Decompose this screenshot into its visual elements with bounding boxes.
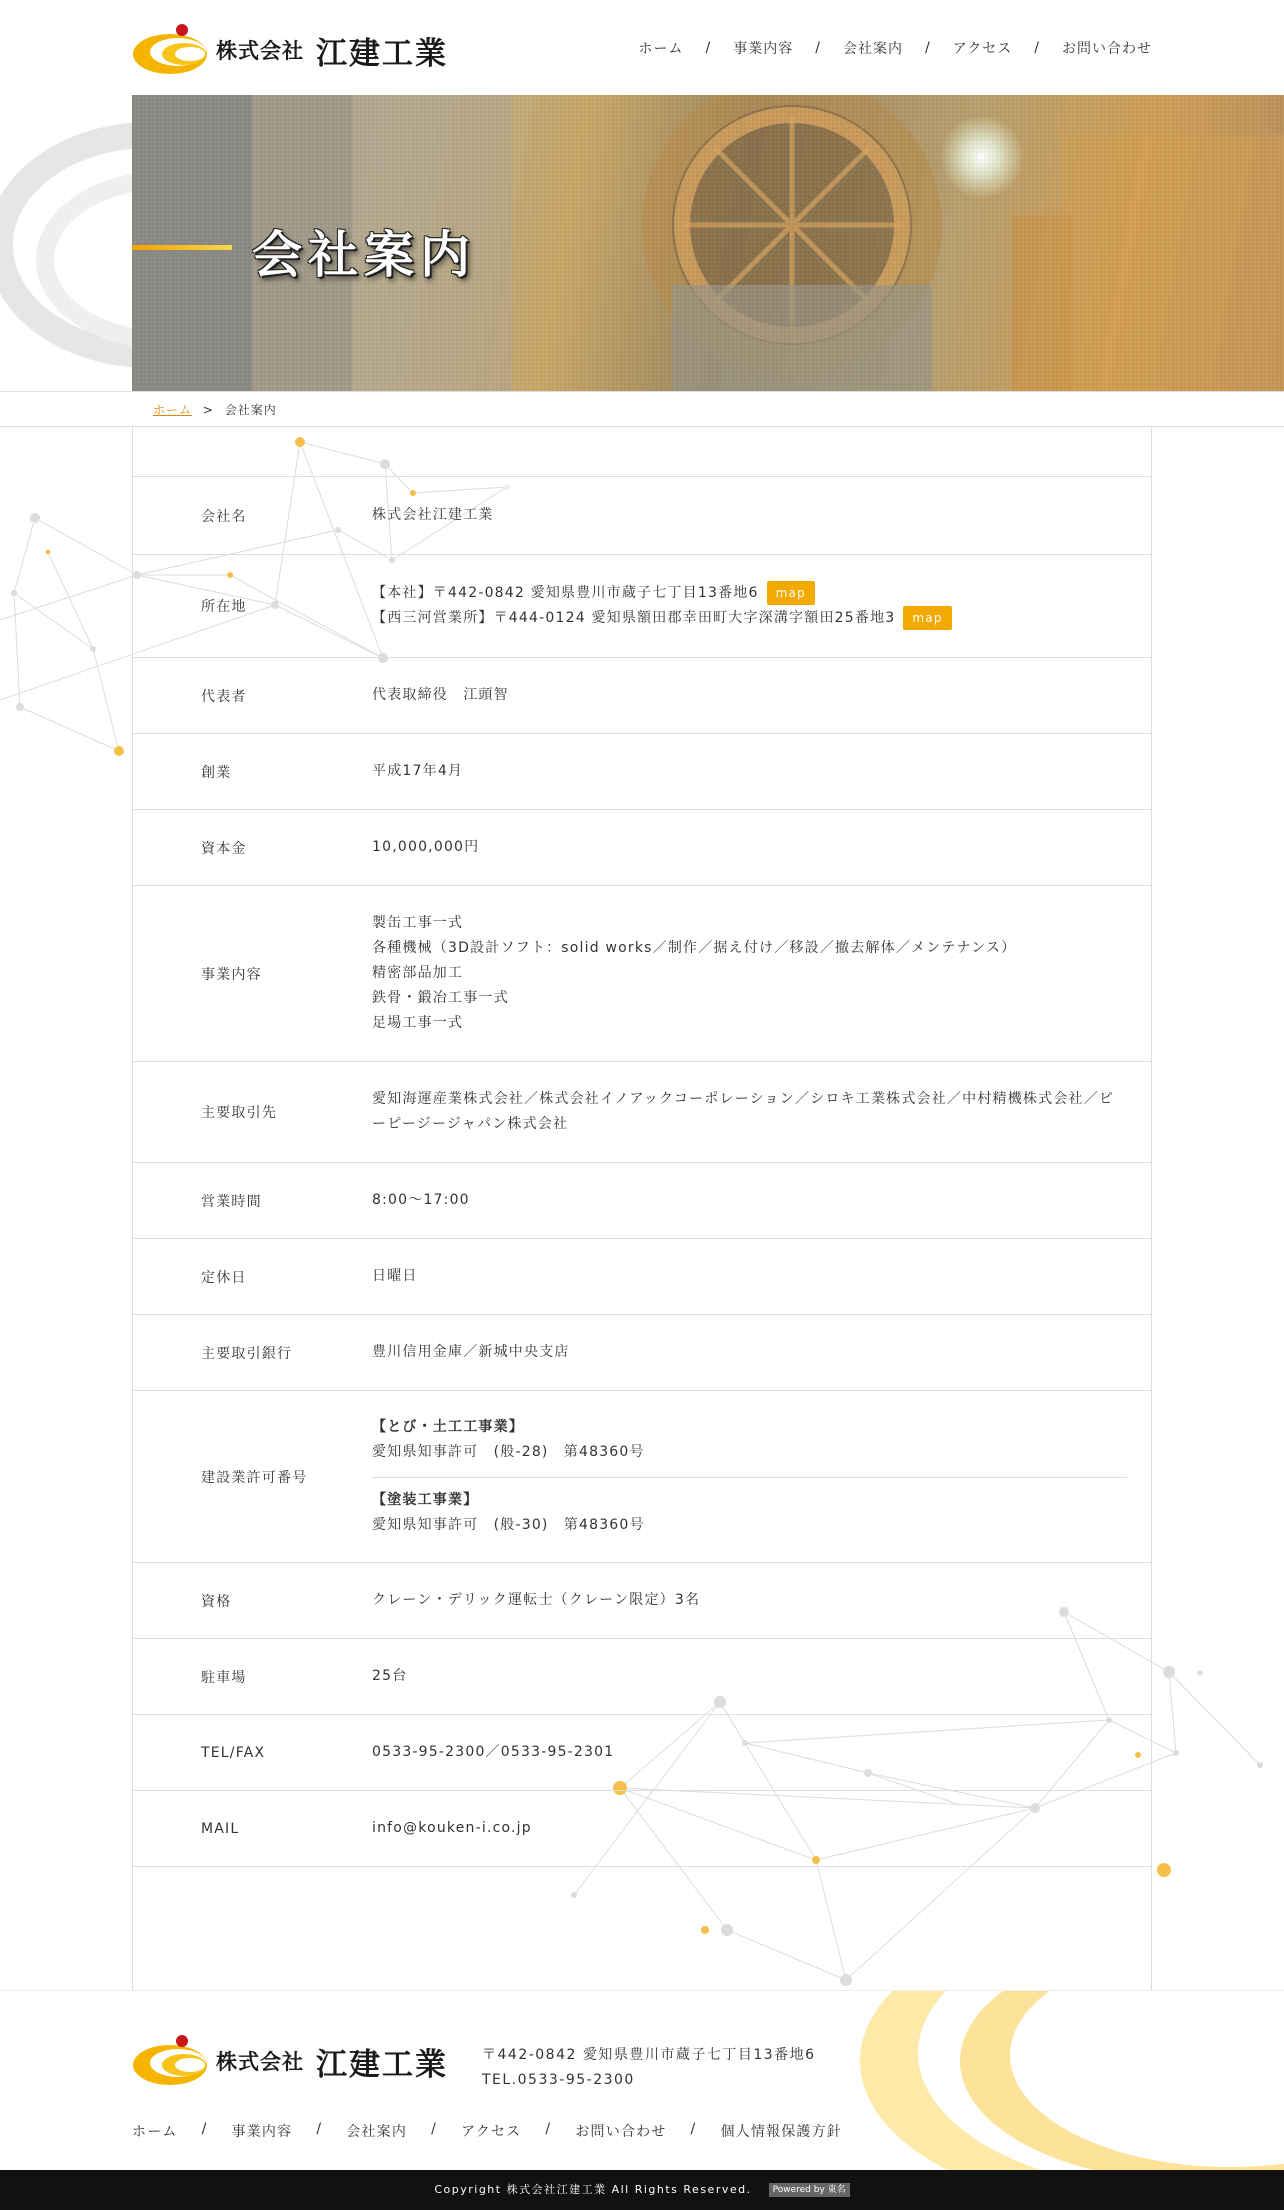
logo-company-type: 株式会社 — [216, 39, 304, 63]
table-row — [133, 1391, 1151, 1563]
footer-address — [482, 2043, 816, 2093]
table-row — [133, 477, 1151, 555]
breadcrumb-current: 会社案内 — [224, 403, 277, 417]
parking-value: 25台 — [372, 1668, 408, 1684]
tel-fax-value: 0533-95-2300／0533-95-2301 — [372, 1744, 615, 1760]
nav-contact[interactable]: お問い合わせ — [1062, 41, 1152, 57]
logo-company-name: 江建工業 — [316, 2046, 448, 2083]
address-branch-office: 【西三河営業所】〒444-0124 愛知県額田郡幸田町大字深溝字額田25番地3 — [372, 610, 896, 626]
license-cell — [368, 1391, 1151, 1563]
logo-mark-icon — [132, 24, 208, 76]
nav-separator: / — [316, 2121, 323, 2137]
qualification-value: クレーン・デリック運転士（クレーン限定）3名 — [372, 1592, 701, 1608]
nav-separator: / — [201, 2121, 208, 2137]
row-label: 資格 — [201, 1593, 232, 1610]
row-label: 代表者 — [201, 688, 247, 705]
site-logo[interactable] — [132, 24, 448, 76]
breadcrumb — [153, 401, 277, 418]
table-row — [133, 810, 1151, 886]
company-name-value: 株式会社江建工業 — [372, 507, 494, 523]
nav-home[interactable]: ホーム — [638, 41, 684, 57]
hero-banner — [132, 95, 1284, 391]
breadcrumb-home-link[interactable]: ホーム — [153, 403, 193, 417]
business-item: 精密部品加工 — [372, 965, 464, 981]
row-label: 創業 — [201, 764, 232, 781]
site-header — [0, 0, 1284, 95]
business-item: 鉄骨・鍛冶工事一式 — [372, 990, 509, 1006]
table-row — [133, 1315, 1151, 1391]
footer-nav-business[interactable]: 事業内容 — [231, 2124, 293, 2140]
table-row — [133, 1062, 1151, 1163]
row-label: 建設業許可番号 — [201, 1469, 308, 1486]
table-row — [133, 1563, 1151, 1639]
footer-swirl-decoration — [840, 1991, 1284, 2170]
email-link[interactable]: info@kouken-i.co.jp — [372, 1820, 532, 1836]
footer-logo[interactable] — [132, 2035, 448, 2087]
table-row — [133, 734, 1151, 810]
table-row — [133, 1239, 1151, 1315]
swirl-decoration — [0, 95, 132, 391]
map-button[interactable]: map — [767, 581, 815, 605]
row-label: 駐車場 — [201, 1669, 247, 1686]
clients-value: 愛知海運産業株式会社／株式会社イノアックコーポレーション／シロキ工業株式会社／中村精機株式会社／ピーピージージャパン株式会社 — [372, 1091, 1115, 1132]
table-row — [133, 555, 1151, 658]
license-heading: 【塗装工事業】 — [372, 1492, 479, 1508]
nav-separator: / — [924, 40, 931, 56]
logo-company-name: 江建工業 — [316, 35, 448, 72]
table-row — [133, 886, 1151, 1062]
footer-nav-home[interactable]: ホーム — [132, 2124, 178, 2140]
row-label: TEL/FAX — [201, 1744, 266, 1761]
nav-separator: / — [705, 40, 712, 56]
license-number: 愛知県知事許可 (般-28) 第48360号 — [372, 1444, 645, 1460]
footer-nav — [132, 2121, 842, 2141]
table-row — [133, 1715, 1151, 1791]
main-nav — [639, 38, 1152, 58]
row-label: MAIL — [201, 1820, 240, 1837]
nav-business[interactable]: 事業内容 — [733, 41, 794, 57]
hours-value: 8:00～17:00 — [372, 1192, 470, 1208]
nav-separator: / — [431, 2121, 437, 2137]
company-info-table — [133, 476, 1151, 1867]
logo-company-type: 株式会社 — [216, 2050, 304, 2074]
table-row — [133, 1639, 1151, 1715]
hero-accent-line — [132, 245, 232, 250]
address-main-office: 【本社】〒442-0842 愛知県豊川市蔵子七丁目13番地6 — [372, 585, 759, 601]
table-row — [133, 1791, 1151, 1867]
license-number: 愛知県知事許可 (般-30) 第48360号 — [372, 1517, 645, 1533]
business-item: 各種機械（3D設計ソフト：solid works／制作／据え付け／移設／撤去解体／メンテナンス） — [372, 940, 1017, 956]
footer-address-line: 〒442-0842 愛知県豊川市蔵子七丁目13番地6 — [482, 2047, 816, 2063]
footer-nav-access[interactable]: アクセス — [461, 2124, 522, 2140]
page-title: 会社案内 — [252, 226, 476, 284]
row-label: 主要取引銀行 — [201, 1345, 293, 1362]
row-label: 定休日 — [201, 1269, 247, 1286]
breadcrumb-separator: > — [202, 403, 214, 417]
row-label: 資本金 — [201, 840, 247, 857]
founded-value: 平成17年4月 — [372, 763, 464, 779]
row-label: 主要取引先 — [201, 1105, 277, 1121]
footer-nav-company[interactable]: 会社案内 — [346, 2124, 408, 2140]
nav-separator: / — [690, 2121, 697, 2137]
business-cell — [368, 886, 1151, 1062]
row-label: 事業内容 — [201, 966, 262, 983]
business-item: 製缶工事一式 — [372, 915, 464, 931]
copyright-bar — [0, 2170, 1284, 2210]
holiday-value: 日曜日 — [372, 1268, 418, 1284]
license-divider — [372, 1477, 1127, 1478]
business-item: 足場工事一式 — [372, 1015, 464, 1031]
capital-value: 10,000,000円 — [372, 839, 480, 855]
nav-access[interactable]: アクセス — [952, 41, 1013, 57]
row-label: 会社名 — [201, 508, 247, 525]
table-row — [133, 658, 1151, 734]
map-button[interactable]: map — [903, 606, 951, 630]
footer-tel: TEL.0533-95-2300 — [482, 2072, 635, 2088]
representative-value: 代表取締役 江頭智 — [372, 687, 509, 703]
footer-nav-contact[interactable]: お問い合わせ — [575, 2124, 667, 2140]
address-cell — [368, 555, 1151, 658]
site-footer — [0, 1990, 1284, 2170]
bank-value: 豊川信用金庫／新城中央支店 — [372, 1344, 570, 1360]
table-row — [133, 1163, 1151, 1239]
license-heading: 【とび・土工工事業】 — [372, 1419, 524, 1435]
nav-company[interactable]: 会社案内 — [842, 41, 903, 57]
row-label: 営業時間 — [201, 1193, 262, 1210]
row-label: 所在地 — [201, 599, 247, 615]
footer-nav-privacy[interactable]: 個人情報保護方針 — [720, 2124, 843, 2140]
copyright-text: Copyright 株式会社江建工業 All Rights Reserved. — [434, 2183, 752, 2196]
nav-separator: / — [545, 2121, 552, 2137]
nav-separator: / — [815, 40, 821, 56]
powered-by-badge[interactable]: Powered by 東名 — [769, 2183, 850, 2197]
nav-separator: / — [1034, 40, 1040, 56]
logo-mark-icon — [132, 2035, 208, 2087]
